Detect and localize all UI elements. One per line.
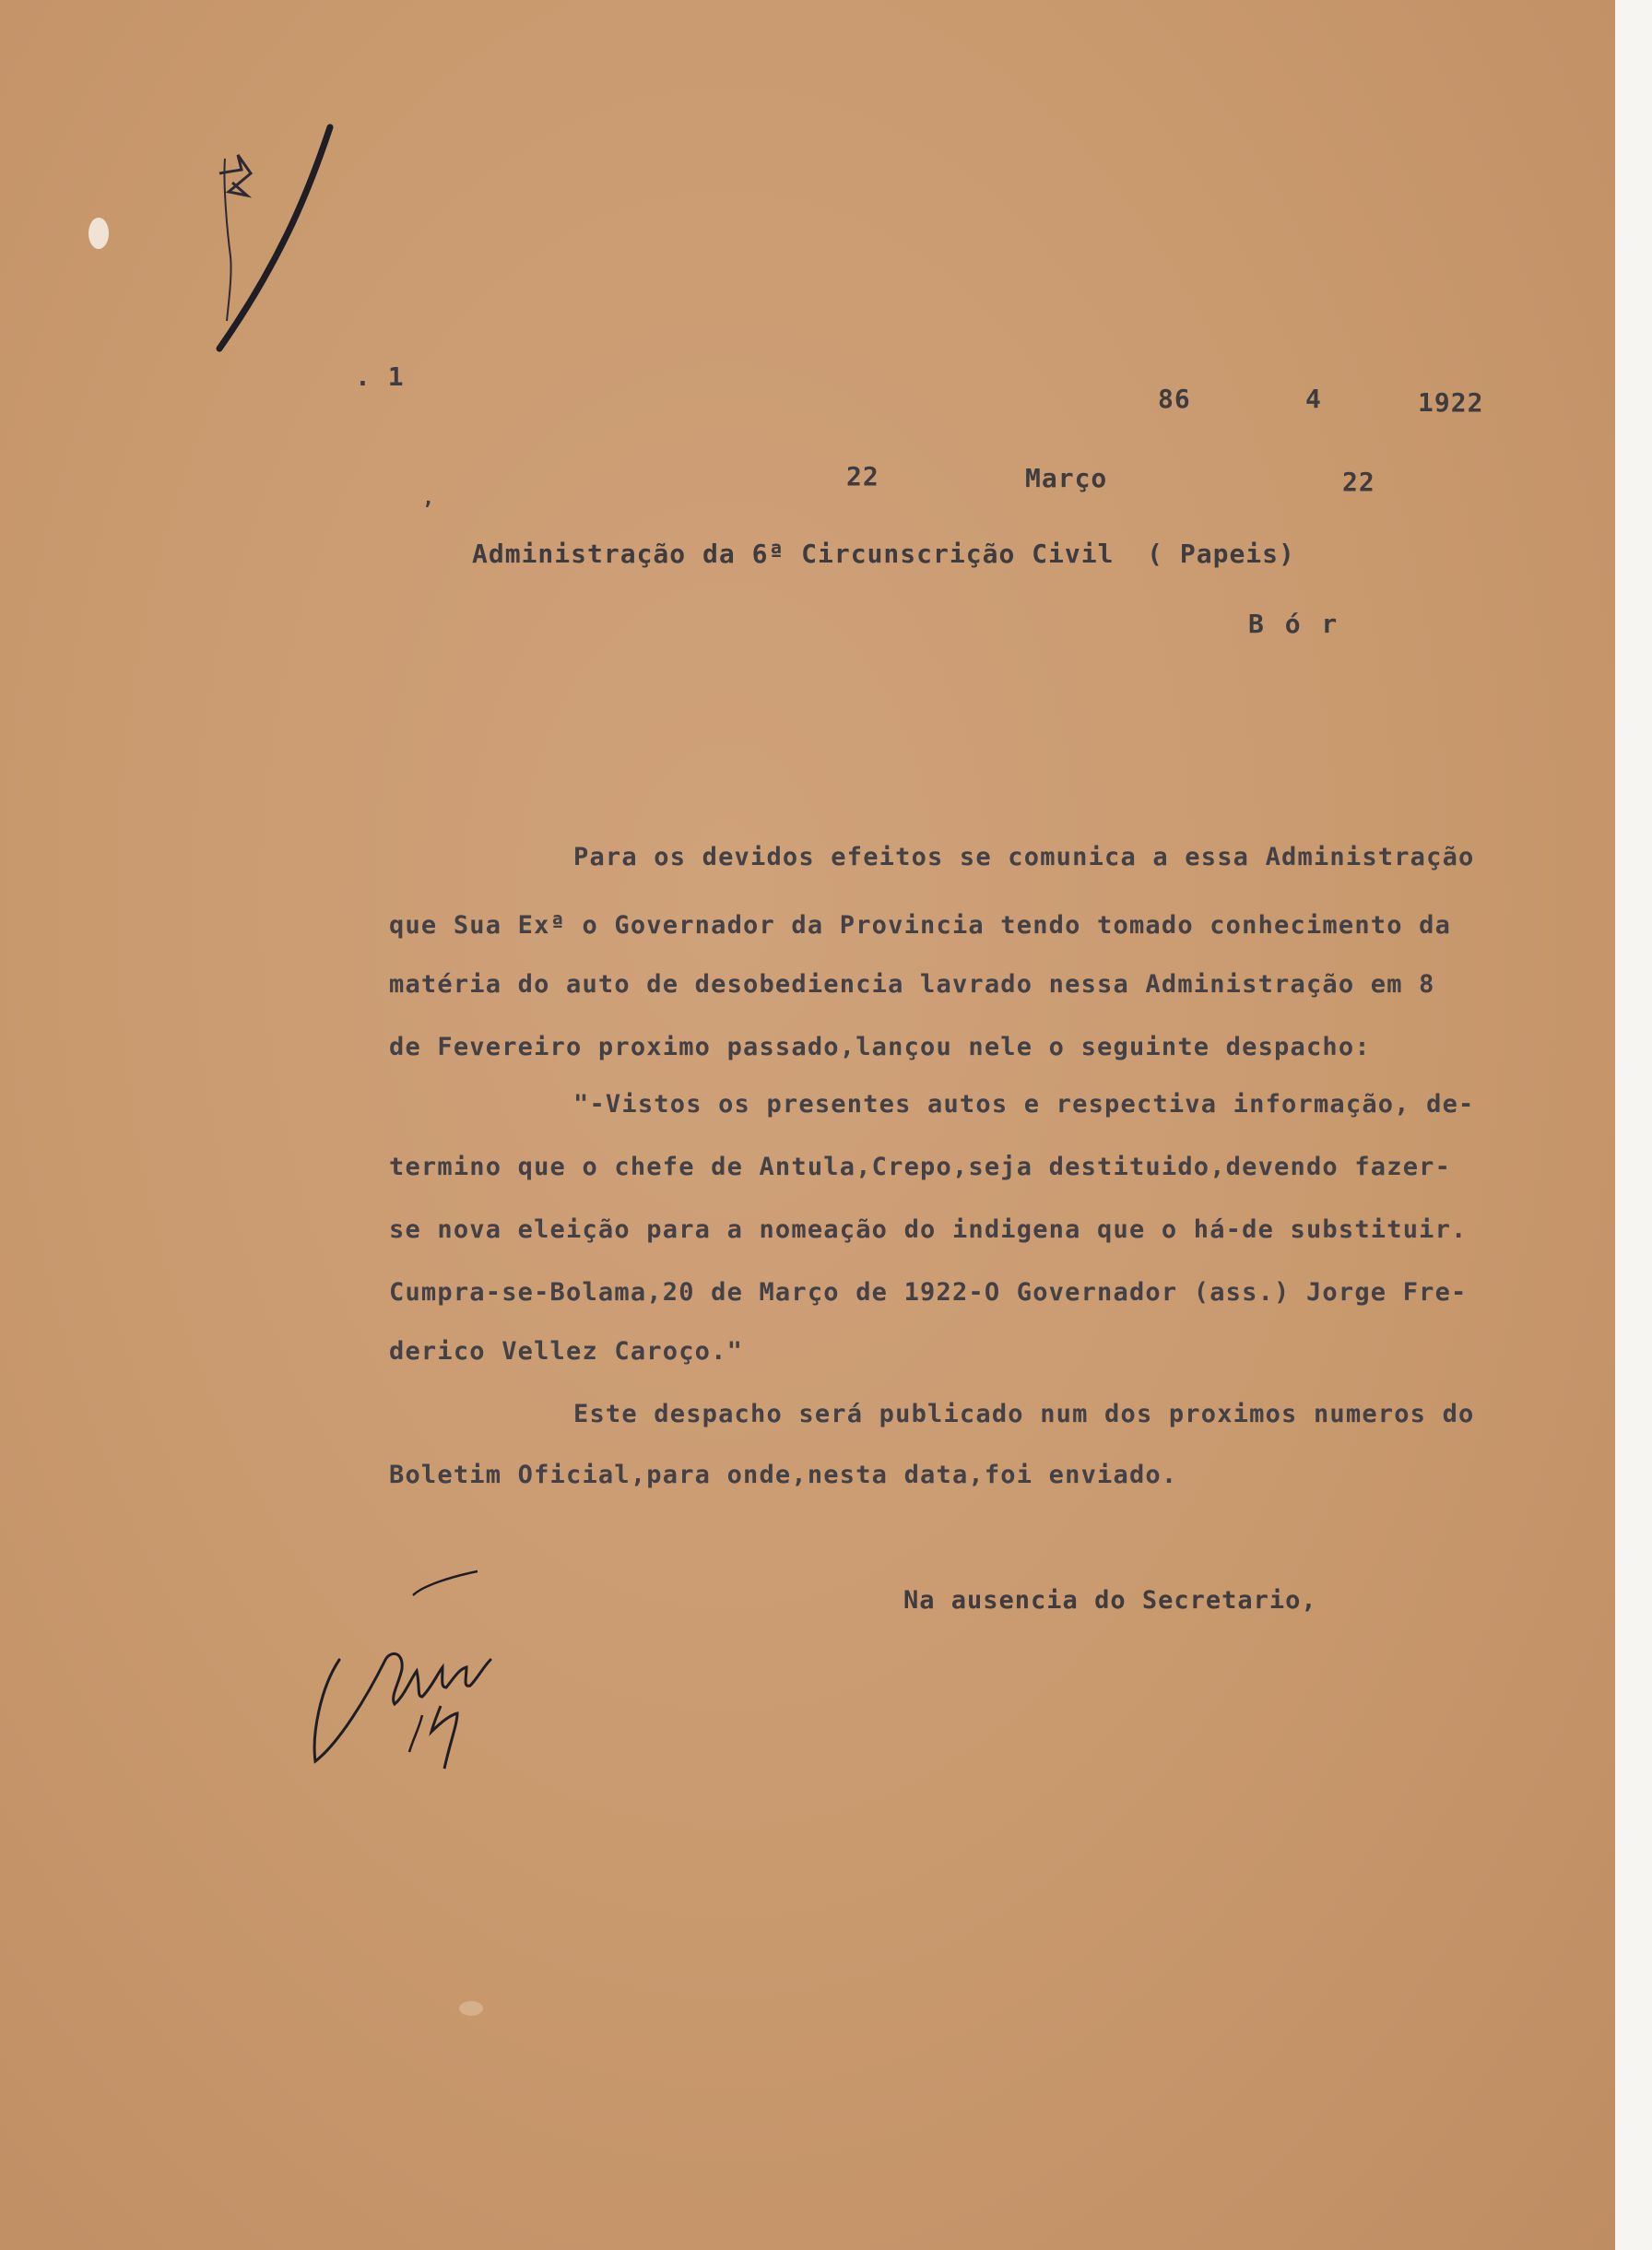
recipient-line: Administração da 6ª Circunscrição Civil ( Papeis) bbox=[472, 539, 1295, 569]
body-line: Este despacho será publicado num dos proximos numeros do bbox=[573, 1400, 1475, 1428]
reference-number-secondary: 4 bbox=[1305, 384, 1322, 414]
paper-stain bbox=[88, 218, 109, 249]
recipient-place: B ó r bbox=[1248, 609, 1340, 639]
body-line: se nova eleição para a nomeação do indigena que o há-de substituir. bbox=[389, 1215, 1468, 1244]
body-line: Boletim Oficial,para onde,nesta data,foi enviado. bbox=[389, 1461, 1178, 1489]
body-line: matéria do auto de desobediencia lavrado nessa Administração em 8 bbox=[389, 970, 1435, 999]
body-line: que Sua Exª o Governador da Provincia tendo tomado conhecimento da bbox=[389, 911, 1452, 940]
body-line: Cumpra-se-Bolama,20 de Março de 1922-O Governador (ass.) Jorge Fre- bbox=[389, 1278, 1468, 1307]
reference-year: 1922 bbox=[1418, 387, 1484, 418]
reference-number: 86 bbox=[1158, 384, 1191, 414]
date-day: 22 bbox=[846, 461, 879, 491]
body-line: termino que o chefe de Antula,Crepo,seja destituido,devendo fazer- bbox=[389, 1153, 1452, 1181]
date-year: 22 bbox=[1342, 467, 1375, 497]
paper-stain bbox=[459, 2001, 483, 2016]
scan-background-edge bbox=[1615, 0, 1652, 2250]
closing-line: Na ausencia do Secretario, bbox=[903, 1586, 1317, 1615]
body-line: derico Vellez Caroço." bbox=[389, 1337, 744, 1366]
body-line: de Fevereiro proximo passado,lançou nele o seguinte despacho: bbox=[389, 1033, 1371, 1061]
date-month: Março bbox=[1025, 463, 1108, 493]
page-mark: . 1 bbox=[355, 361, 405, 392]
body-line: "-Vistos os presentes autos e respectiva informação, de- bbox=[573, 1090, 1475, 1119]
body-line: Para os devidos efeitos se comunica a essa Administração bbox=[573, 843, 1475, 871]
handwritten-check-mark bbox=[210, 118, 348, 358]
margin-comma: , bbox=[422, 487, 436, 510]
handwritten-signature bbox=[302, 1558, 505, 1780]
